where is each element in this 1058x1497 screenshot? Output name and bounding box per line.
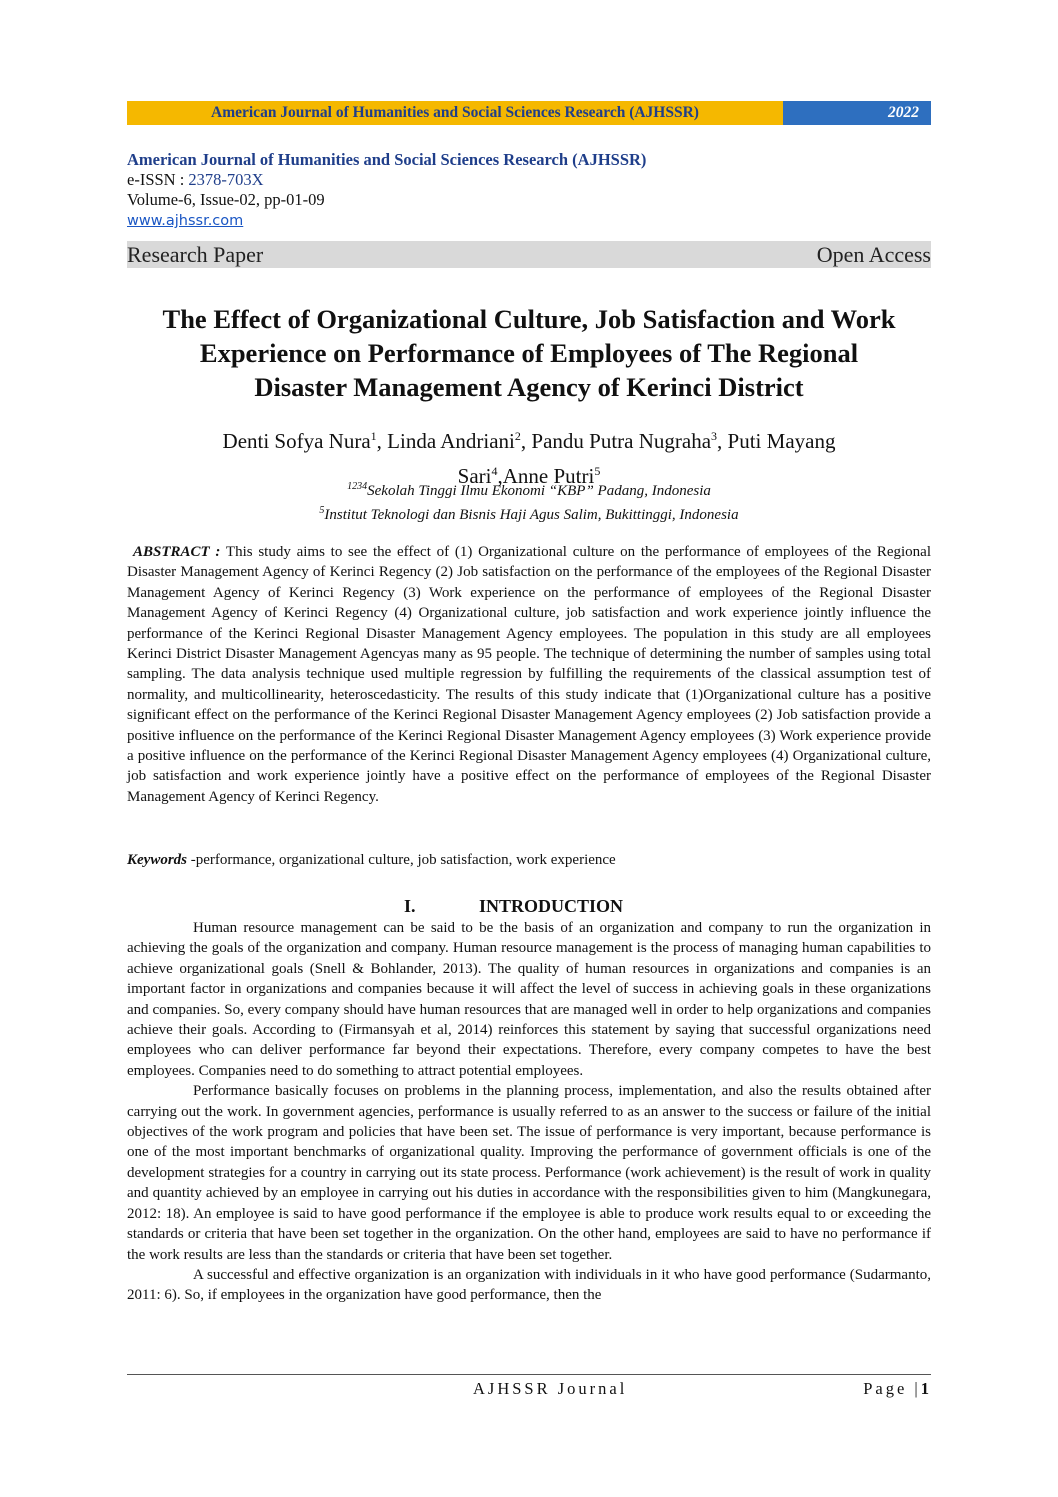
running-header-year: 2022 (783, 101, 931, 125)
affiliations (127, 477, 931, 525)
paragraph: Human resource management can be said to be the basis of an organization and company to run the organization in achieving the goals of the organization and company. Human resource management is the process of managing human capabilities to achieve organizational goals (Snell & Bohlander, 2013). The quality of human resources in organizations and companies is an important factor in organizations and companies because it will affect the level of success in achieving goals in these organizations and companies. So, every company should have human resources that are managed well in order to help organizations and companies achieve their goals. According to (Firmansyah et al, 2014) reinforces this statement by saying that successful organizations need employees who can deliver performance far beyond their expectations. Therefore, every company competes to have the best employees. Companies need to do something to attract potential employees. (127, 920, 931, 1079)
section-title: INTRODUCTION (479, 896, 624, 916)
paper-title (127, 302, 931, 404)
footer-journal: AJHSSR Journal (473, 1379, 628, 1398)
author-name: Sari (457, 464, 492, 488)
paper-type-ribbon (127, 241, 931, 268)
paragraph: Performance basically focuses on problems in the planning process, implementation, and also the results obtained after carrying out the work. In government agencies, performance is usually referred to as an answer to the success or failure of the initial objectives of the work program and policies that have been set. The issue of performance is very important, because performance is one of the most important benchmarks of organizational quality. Improving the performance of government officials is one of the development strategies for a country in carrying out its state process. Performance (work achievement) is the result of work in quality and quantity achieved by an employee in carrying out his duties in accordance with the responsibilities given to him (Mangkunegara, 2012: 18). An employee is said to have good performance if the employee is able to produce work results equal to or exceeding the standards or criteria that have been set together in the organization. On the other hand, employees are said to have no performance if the work results are less than the standards or criteria that have been set together. (127, 1083, 931, 1263)
footer-page-number (863, 1379, 929, 1399)
author-name: , Linda Andriani (376, 429, 515, 453)
affil-mark: 1234 (347, 481, 368, 492)
meta-journal-name: American Journal of Humanities and Social Sciences Research (AJHSSR) (127, 150, 647, 169)
page-number: 1 (920, 1379, 929, 1398)
meta-issn (127, 170, 931, 190)
title-line: The Effect of Organizational Culture, Job Satisfaction and Work (162, 304, 896, 334)
title-line: Disaster Management Agency of Kerinci District (254, 372, 804, 402)
affil-mark: 5 (319, 505, 325, 516)
abstract-text: This study aims to see the effect of (1) Organizational culture on the performance of employees of the Regional Disaster Management Agency of Kerinci Regency (2) Job satisfaction on the performance of the employees of the Regional Disaster Management Agency of Kerinci Regency (3) Work experience on the performance of employees of the Regional Disaster Management Agency of Kerinci Regency (4) Organizational culture, job satisfaction and work experience jointly influence the performance of the Kerinci Regional Disaster Management Agency employees. The population in this study are all employees Kerinci District Disaster Management Agencyas many as 95 people. The technique of determining the number of samples using total sampling. The data analysis technique used multiple regression by fulfilling the requirements of the classical assumption test of normality, and multicollinearity, heteroscedasticity. The results of this study indicate that (1)Organizational culture has a positive significant effect on the performance of the Kerinci Regional Disaster Management Agency employees (2) Job satisfaction provide a positive influence on the performance of the Kerinci Regional Disaster Management Agency employees (3) Work experience provide a positive influence on the performance of the Kerinci Regional Disaster Management Agency employees (4) Organizational culture, job satisfaction and work experience jointly have a positive effect on the performance of employees of the Regional Disaster Management Agency of Kerinci Regency. (127, 544, 932, 805)
issn-label: e-ISSN : (127, 170, 189, 189)
title-line: Experience on Performance of Employees of The Regional (199, 338, 859, 368)
footer-page-label: Page | (863, 1379, 921, 1398)
paragraph: A successful and effective organization is an organization with individuals in it who have good performance (Sudarmanto, 2011: 6). So, if employees in the organization have good performance, then the (127, 1266, 931, 1304)
author-affil-mark: 3 (711, 429, 718, 443)
keywords-text: -performance, organizational culture, job satisfaction, work experience (187, 852, 616, 868)
section-number: I. (404, 896, 416, 916)
author-name: ,Anne Putri (497, 464, 595, 488)
author-affil-mark: 5 (594, 464, 601, 478)
affiliation-2: Institut Teknologi dan Bisnis Haji Agus Salim, Bukittinggi, Indonesia (324, 507, 739, 523)
keywords-label: Keywords (127, 852, 187, 868)
author-name: , Pandu Putra Nugraha (520, 429, 712, 453)
keywords (127, 850, 931, 870)
author-name: , Puti Mayang (717, 429, 836, 453)
access-label: Open Access (816, 241, 931, 267)
affiliation-1: Sekolah Tinggi Ilmu Ekonomi “KBP” Padang, Indonesia (367, 483, 711, 499)
abstract-label: ABSTRACT : (133, 544, 221, 560)
website-link[interactable]: www.ajhssr.com (127, 213, 244, 229)
running-header (127, 101, 931, 125)
author-affil-mark: 1 (370, 429, 377, 443)
author-name: Denti Sofya Nura (222, 429, 371, 453)
page-footer (127, 1374, 931, 1409)
journal-meta (127, 150, 931, 231)
issn-value: 2378-703X (188, 170, 264, 189)
author-affil-mark: 4 (491, 464, 498, 478)
meta-volume: Volume-6, Issue-02, pp-01-09 (127, 190, 325, 209)
paper-type-label: Research Paper (127, 241, 264, 267)
author-affil-mark: 2 (514, 429, 521, 443)
running-header-journal: American Journal of Humanities and Social Sciences Research (AJHSSR) (127, 101, 783, 125)
abstract (127, 542, 931, 807)
body-text (127, 918, 931, 1306)
